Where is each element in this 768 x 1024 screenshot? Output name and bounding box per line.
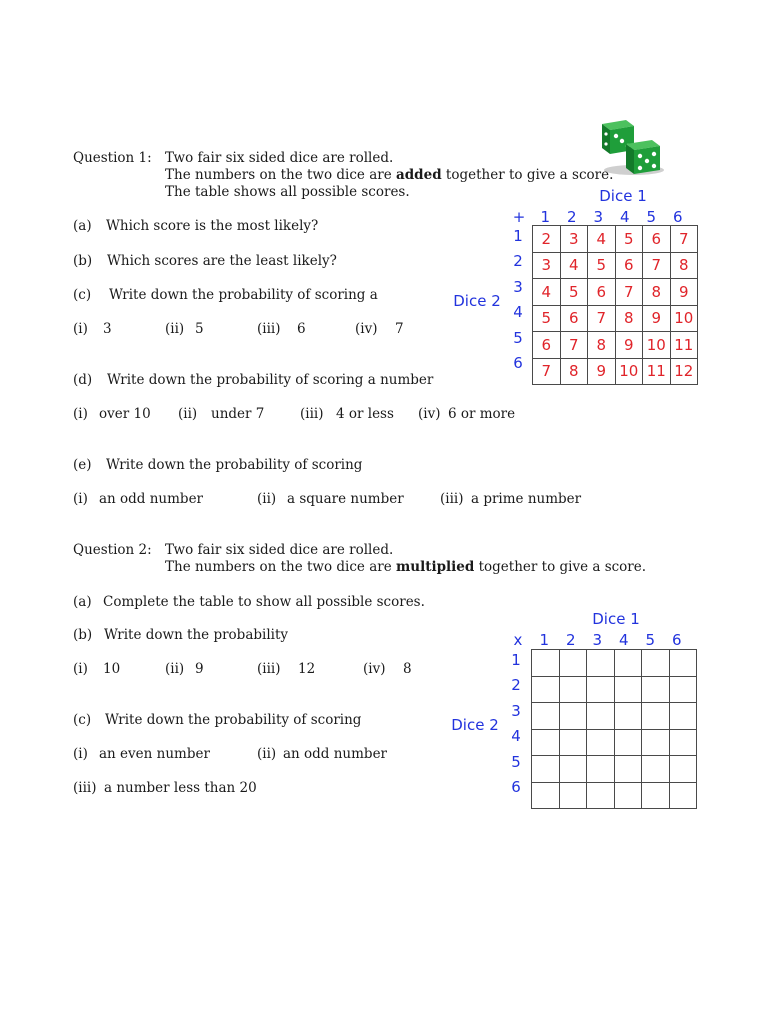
table1-row-header: 1 bbox=[513, 226, 523, 245]
table-cell bbox=[614, 782, 642, 809]
table-cell bbox=[614, 676, 642, 703]
table1-row-header: 4 bbox=[513, 303, 523, 322]
q1d-opt-val: under 7 bbox=[211, 406, 265, 422]
q1d-opt-val: over 10 bbox=[99, 406, 151, 422]
table-cell: 5 bbox=[560, 279, 588, 306]
table-cell bbox=[642, 756, 670, 783]
q1d-opt-num: (iv) bbox=[418, 406, 441, 422]
table-cell bbox=[532, 729, 560, 756]
table-cell bbox=[669, 650, 697, 677]
table-cell bbox=[669, 676, 697, 703]
table2-operator: x bbox=[513, 631, 523, 649]
table-cell bbox=[614, 650, 642, 677]
table2-row-header: 3 bbox=[511, 701, 521, 720]
table1-operator: + bbox=[512, 208, 526, 226]
table2-row-header: 1 bbox=[511, 650, 521, 669]
table-cell: 12 bbox=[670, 358, 698, 385]
table-cell: 6 bbox=[643, 226, 671, 253]
q2-line1: Two fair six sided dice are rolled. bbox=[165, 542, 394, 558]
q1e-opt-val: an odd number bbox=[99, 491, 204, 507]
table-cell bbox=[559, 782, 587, 809]
table-cell bbox=[669, 782, 697, 809]
table1-dice2-label: Dice 2 bbox=[453, 292, 501, 310]
table-cell: 4 bbox=[588, 226, 616, 253]
table-cell bbox=[587, 782, 615, 809]
table2-dice1-label: Dice 1 bbox=[592, 610, 640, 628]
table-cell bbox=[587, 703, 615, 730]
table1-row-header: 5 bbox=[513, 328, 523, 347]
q1c-opt-num: (i) bbox=[73, 321, 88, 337]
q2c-label: (c) bbox=[73, 712, 92, 728]
table-cell: 7 bbox=[615, 279, 643, 306]
table2-row-header: 6 bbox=[511, 778, 521, 797]
table-cell: 9 bbox=[643, 305, 671, 332]
q2b-opt-num: (iv) bbox=[363, 661, 386, 677]
table-cell bbox=[587, 650, 615, 677]
table-cell: 3 bbox=[533, 252, 561, 279]
table-cell bbox=[587, 676, 615, 703]
q1c-opt-num: (iv) bbox=[355, 321, 378, 337]
q1-line2: The numbers on the two dice are added together to give a score. bbox=[165, 167, 614, 183]
table-cell: 8 bbox=[588, 332, 616, 359]
table-cell: 7 bbox=[643, 252, 671, 279]
table-cell bbox=[559, 703, 587, 730]
table1-column-header: 4 bbox=[619, 208, 630, 226]
q2b-opt-num: (iii) bbox=[257, 661, 281, 677]
q1b-label: (b) bbox=[73, 253, 93, 269]
table2-column-header: 4 bbox=[618, 631, 629, 649]
table2-column-header: 3 bbox=[592, 631, 603, 649]
table-cell: 9 bbox=[670, 279, 698, 306]
table-cell: 4 bbox=[533, 279, 561, 306]
q2b-opt-val: 12 bbox=[298, 661, 316, 677]
table-cell bbox=[559, 729, 587, 756]
table1-column-header: 1 bbox=[540, 208, 551, 226]
table-cell: 8 bbox=[615, 305, 643, 332]
q2c-opt-val: an even number bbox=[99, 746, 210, 762]
q1c-text: Write down the probability of scoring a bbox=[109, 287, 378, 303]
q1e-opt-val: a square number bbox=[287, 491, 404, 507]
table1-row-header: 2 bbox=[513, 252, 523, 271]
table-cell: 5 bbox=[615, 226, 643, 253]
table-cell: 8 bbox=[643, 279, 671, 306]
table-cell: 6 bbox=[615, 252, 643, 279]
table-cell: 2 bbox=[533, 226, 561, 253]
q1a-label: (a) bbox=[73, 218, 92, 234]
q2b-opt-num: (ii) bbox=[165, 661, 185, 677]
q1c-opt-val: 7 bbox=[395, 321, 404, 337]
q1c-opt-val: 6 bbox=[297, 321, 306, 337]
table2-column-header: 5 bbox=[645, 631, 656, 649]
table-cell bbox=[587, 756, 615, 783]
table2-dice2-label: Dice 2 bbox=[451, 716, 499, 734]
q2c-opt-val: an odd number bbox=[283, 746, 388, 762]
table-cell: 8 bbox=[560, 358, 588, 385]
table-cell bbox=[642, 676, 670, 703]
q1e-label: (e) bbox=[73, 457, 92, 473]
q2-line2: The numbers on the two dice are multiplied together to give a score. bbox=[165, 559, 647, 575]
table1-column-header: 5 bbox=[646, 208, 657, 226]
q1b-text: Which scores are the least likely? bbox=[107, 253, 337, 269]
q1e-text: Write down the probability of scoring bbox=[106, 457, 363, 473]
q1e-opt-num: (iii) bbox=[440, 491, 464, 507]
table2-column-header: 1 bbox=[539, 631, 550, 649]
q1-line1: Two fair six sided dice are rolled. bbox=[165, 150, 394, 166]
q1-label: Question 1: bbox=[73, 150, 152, 166]
table-cell bbox=[587, 729, 615, 756]
table-cell bbox=[559, 676, 587, 703]
table1-column-header: 6 bbox=[672, 208, 683, 226]
q1d-opt-val: 6 or more bbox=[448, 406, 516, 422]
table2-row-header: 5 bbox=[511, 752, 521, 771]
table2-column-header: 6 bbox=[671, 631, 682, 649]
table-cell bbox=[669, 703, 697, 730]
q2c-opt-num: (iii) bbox=[73, 780, 97, 796]
q1c-opt-num: (ii) bbox=[165, 321, 185, 337]
q2c-opt-num: (i) bbox=[73, 746, 88, 762]
q2a-text: Complete the table to show all possible scores. bbox=[103, 594, 425, 610]
table-cell: 3 bbox=[560, 226, 588, 253]
table-cell bbox=[559, 756, 587, 783]
q2b-opt-val: 8 bbox=[403, 661, 412, 677]
table-cell bbox=[642, 703, 670, 730]
q1c-opt-val: 3 bbox=[103, 321, 112, 337]
q1c-label: (c) bbox=[73, 287, 92, 303]
table-cell: 7 bbox=[533, 358, 561, 385]
q2c-opt-val: a number less than 20 bbox=[104, 780, 257, 796]
q1d-opt-num: (i) bbox=[73, 406, 88, 422]
q2b-opt-val: 10 bbox=[103, 661, 121, 677]
table-cell: 8 bbox=[670, 252, 698, 279]
q1c-opt-val: 5 bbox=[195, 321, 204, 337]
table-cell bbox=[642, 782, 670, 809]
table-cell bbox=[532, 756, 560, 783]
q1e-opt-num: (i) bbox=[73, 491, 88, 507]
q1e-opt-num: (ii) bbox=[257, 491, 277, 507]
table1-row-header: 6 bbox=[513, 354, 523, 373]
table-cell: 9 bbox=[615, 332, 643, 359]
table2-row-header: 2 bbox=[511, 676, 521, 695]
q1d-opt-num: (ii) bbox=[178, 406, 198, 422]
q1d-text: Write down the probability of scoring a number bbox=[107, 372, 434, 388]
table-cell: 6 bbox=[533, 332, 561, 359]
table-cell bbox=[614, 729, 642, 756]
q1c-opt-num: (iii) bbox=[257, 321, 281, 337]
q1-line3: The table shows all possible scores. bbox=[165, 184, 410, 200]
q2b-text: Write down the probability bbox=[104, 627, 289, 643]
q2c-text: Write down the probability of scoring bbox=[105, 712, 362, 728]
table-cell: 7 bbox=[670, 226, 698, 253]
q2a-label: (a) bbox=[73, 594, 92, 610]
table-cell: 7 bbox=[560, 332, 588, 359]
table1-column-header: 3 bbox=[593, 208, 604, 226]
table2-column-header: 2 bbox=[565, 631, 576, 649]
q1d-label: (d) bbox=[73, 372, 93, 388]
table-cell bbox=[532, 782, 560, 809]
table-cell bbox=[532, 703, 560, 730]
q2-label: Question 2: bbox=[73, 542, 152, 558]
q1e-opt-val: a prime number bbox=[471, 491, 582, 507]
table-cell: 5 bbox=[588, 252, 616, 279]
table-cell: 11 bbox=[670, 332, 698, 359]
table-cell bbox=[642, 650, 670, 677]
table2-row-header: 4 bbox=[511, 727, 521, 746]
table-cell: 11 bbox=[643, 358, 671, 385]
table-cell bbox=[532, 676, 560, 703]
q1d-opt-val: 4 or less bbox=[336, 406, 394, 422]
table-cell: 5 bbox=[533, 305, 561, 332]
table-cell: 10 bbox=[615, 358, 643, 385]
table-cell bbox=[614, 756, 642, 783]
table-cell: 7 bbox=[588, 305, 616, 332]
table1-row-header: 3 bbox=[513, 277, 523, 296]
q1d-opt-num: (iii) bbox=[300, 406, 324, 422]
q1a-text: Which score is the most likely? bbox=[106, 218, 319, 234]
q2b-label: (b) bbox=[73, 627, 93, 643]
table-cell: 4 bbox=[560, 252, 588, 279]
q2c-opt-num: (ii) bbox=[257, 746, 277, 762]
table2-grid bbox=[531, 649, 697, 809]
table1-column-header: 2 bbox=[566, 208, 577, 226]
table-cell bbox=[532, 650, 560, 677]
table-cell: 6 bbox=[560, 305, 588, 332]
table-cell: 9 bbox=[588, 358, 616, 385]
q2b-opt-num: (i) bbox=[73, 661, 88, 677]
table-cell bbox=[614, 703, 642, 730]
table-cell bbox=[669, 729, 697, 756]
q2b-opt-val: 9 bbox=[195, 661, 204, 677]
table1-grid bbox=[532, 225, 698, 385]
table-cell bbox=[559, 650, 587, 677]
table-cell: 10 bbox=[643, 332, 671, 359]
table-cell: 10 bbox=[670, 305, 698, 332]
table-cell bbox=[642, 729, 670, 756]
table-cell: 6 bbox=[588, 279, 616, 306]
table1-dice1-label: Dice 1 bbox=[599, 187, 647, 205]
table-cell bbox=[669, 756, 697, 783]
